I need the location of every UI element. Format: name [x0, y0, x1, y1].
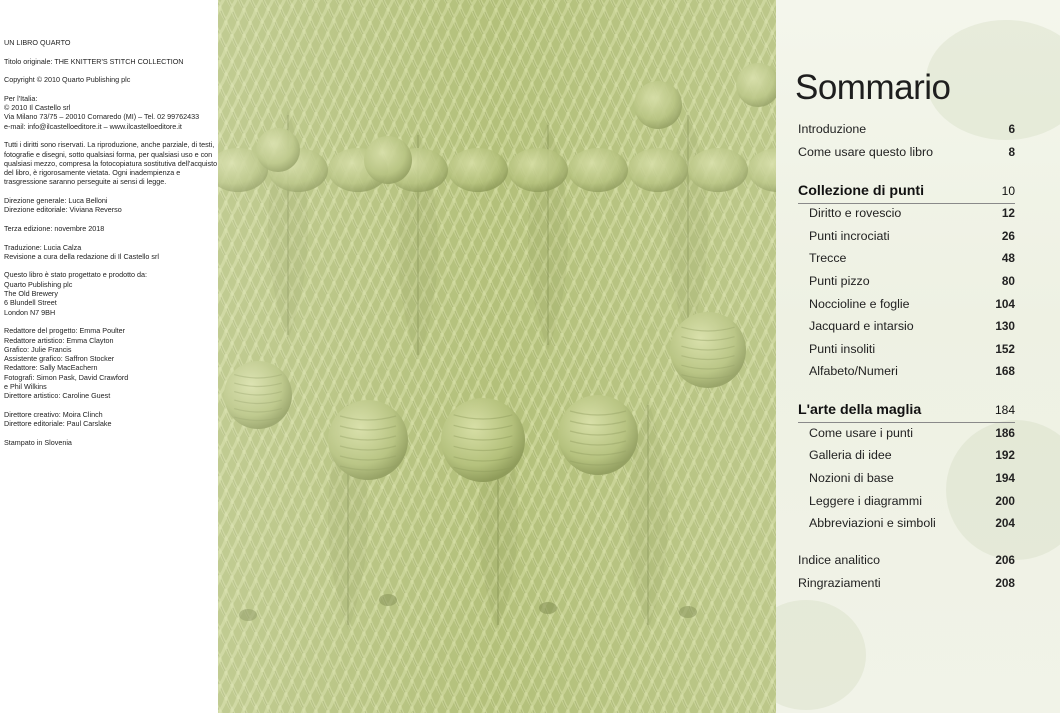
toc-entry-page: 208 [995, 576, 1015, 590]
toc-entry[interactable] [809, 448, 1015, 468]
toc-entry-page: 80 [1001, 274, 1015, 288]
toc-entry-page: 130 [995, 319, 1015, 333]
toc-entry[interactable] [809, 342, 1015, 362]
toc-entry[interactable] [809, 206, 1015, 226]
colophon-translation: Traduzione: Lucia Calza Revisione a cura della redazione di Il Castello srl [4, 242, 160, 261]
toc-section-heading[interactable] [798, 183, 1015, 204]
toc-entry-page: 200 [995, 494, 1015, 508]
toc-entry-page: 48 [1001, 251, 1015, 265]
toc-entry-label: Leggere i diagrammi [809, 494, 922, 508]
toc-entry-label: Galleria di idee [809, 448, 892, 462]
toc-entry-page: 6 [1008, 122, 1015, 136]
colophon-italy-publisher: Per l'Italia: © 2010 Il Castello srl Via Milano 73/75 – 20010 Cornaredo (MI) – Tel. 02 99762433 e-mail: info@ilcastelloeditore.it – www.ilcastelloeditore.it [4, 93, 200, 131]
background-texture [776, 600, 866, 710]
toc-entry-label: Punti pizzo [809, 274, 870, 288]
toc-entry-page: 206 [995, 553, 1015, 567]
toc-entry-label: Collezione di punti [798, 183, 925, 199]
toc-entry-label: Alfabeto/Numeri [809, 364, 898, 378]
toc-entry-label: Come usare i punti [809, 426, 913, 440]
toc-entry-label: Come usare questo libro [798, 145, 933, 159]
toc-entry[interactable] [809, 471, 1015, 491]
toc-entry-label: Ringraziamenti [798, 576, 881, 590]
toc-entry-label: Diritto e rovescio [809, 206, 902, 220]
colophon-original-title: Titolo originale: THE KNITTER'S STITCH COLLECTION [4, 56, 184, 66]
toc-entry[interactable] [809, 426, 1015, 446]
toc-entry-label: Punti incrociati [809, 229, 890, 243]
colophon-rights: Tutti i diritti sono riservati. La riproduzione, anche parziale, di testi, fotografie e disegni, sotto qualsiasi forma, per qualsiasi uso e con qualsiasi mezzo, compresa la fotocopiatura sostitutiva dell'acquisto del libro, è rigorosamente vietata. Ogni inadempienza e trasgressione saranno perseguite ai sensi di legge. [4, 140, 218, 187]
toc-entry-label: Jacquard e intarsio [809, 319, 914, 333]
toc-entry-page: 152 [995, 342, 1015, 356]
toc-entry[interactable] [798, 145, 1015, 165]
knit-texture-image [218, 0, 776, 713]
toc-entry-page: 104 [995, 297, 1015, 311]
toc-section-heading[interactable] [798, 402, 1015, 423]
colophon-line: UN LIBRO QUARTO [4, 38, 71, 47]
toc-entry[interactable] [809, 274, 1015, 294]
toc-entry[interactable] [809, 251, 1015, 271]
toc-entry[interactable] [809, 229, 1015, 249]
toc-entry-page: 204 [995, 516, 1015, 530]
toc-entry-label: Noccioline e foglie [809, 297, 910, 311]
toc-entry[interactable] [809, 297, 1015, 317]
toc-entry[interactable] [809, 319, 1015, 339]
colophon-credits: Redattore del progetto: Emma Poulter Redattore artistico: Emma Clayton Grafico: Julie Francis Assistente grafico: Saffron Stocker Redattore: Sally MacEachern Fotografi: Simon Pask, David Crawford e Phil Wilkins Direttore artistico: Caroline Guest [4, 326, 129, 401]
knitting-photo [218, 0, 776, 713]
toc-entry-page: 192 [995, 448, 1015, 462]
colophon-creative: Direttore creativo: Moira Clinch Direttore editoriale: Paul Carslake [4, 409, 112, 429]
colophon-edition: Terza edizione: novembre 2018 [4, 223, 105, 233]
toc-entry[interactable] [798, 576, 1015, 596]
toc-entry-page: 12 [1001, 206, 1015, 220]
toc-entry[interactable] [809, 494, 1015, 514]
toc-entry-label: Indice analitico [798, 553, 880, 567]
toc-entry-page: 26 [1001, 229, 1015, 243]
toc-entry-label: Abbreviazioni e simboli [809, 516, 936, 530]
toc-entry-page: 186 [995, 426, 1015, 440]
toc-entry-label: L'arte della maglia [798, 402, 922, 418]
toc-entry-page: 194 [995, 471, 1015, 485]
toc-entry[interactable] [798, 553, 1015, 573]
toc-entry[interactable] [809, 364, 1015, 384]
toc-entry-label: Introduzione [798, 122, 867, 136]
colophon-printed: Stampato in Slovenia [4, 437, 72, 447]
toc-entry-page: 8 [1008, 145, 1015, 159]
toc-entry[interactable] [798, 122, 1015, 142]
toc-entry-label: Nozioni di base [809, 471, 894, 485]
toc-entry-page: 184 [994, 403, 1015, 417]
toc-page [776, 0, 1060, 713]
toc-entry-page: 10 [1001, 184, 1015, 198]
colophon-direction: Direzione generale: Luca Belloni Direzione editoriale: Viviana Reverso [4, 196, 122, 215]
toc-entry-page: 168 [995, 364, 1015, 378]
toc-entry[interactable] [809, 516, 1015, 536]
toc-entry-label: Punti insoliti [809, 342, 876, 356]
toc-entry-label: Trecce [809, 251, 847, 265]
colophon-copyright: Copyright © 2010 Quarto Publishing plc [4, 75, 131, 85]
colophon-page [0, 0, 218, 713]
colophon-producer: Questo libro è stato progettato e prodotto da: Quarto Publishing plc The Old Brewery 6 Blundell Street London N7 9BH [4, 270, 148, 317]
page-title: Sommario [795, 68, 951, 107]
